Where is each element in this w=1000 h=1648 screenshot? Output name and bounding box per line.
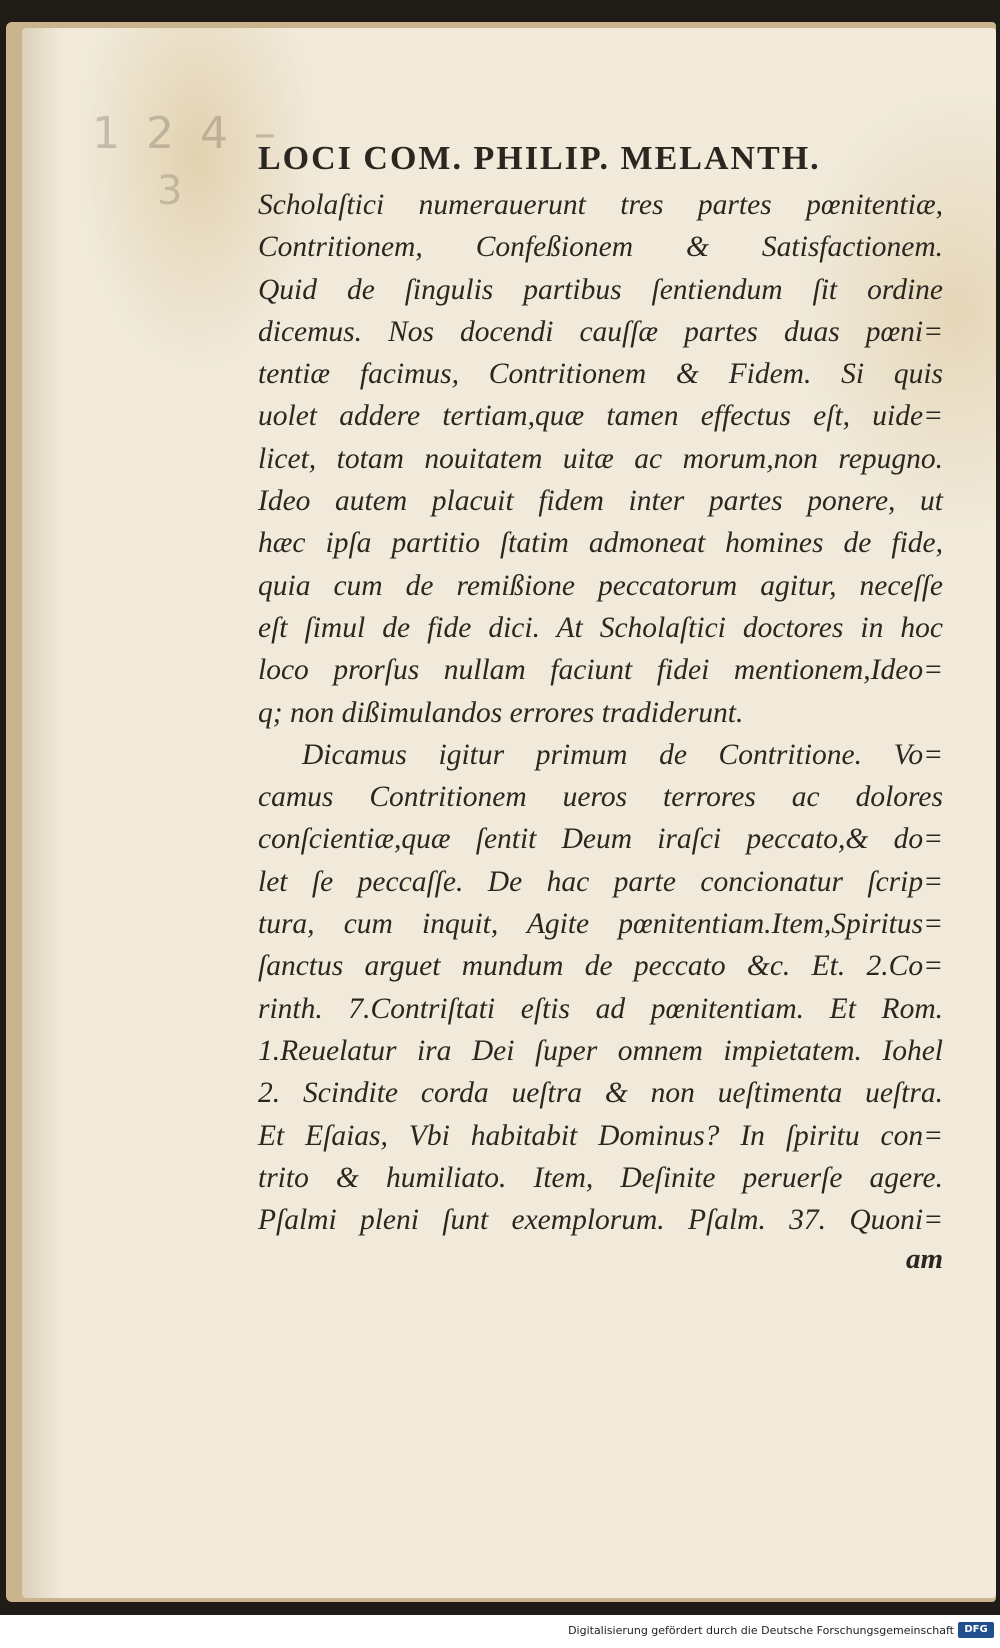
text-block [258, 140, 943, 1276]
text-line: Contritionem, Confeßionem & Satisfactionem. [258, 231, 943, 264]
text-line: tentiæ facimus, Contritionem & Fidem. Si quis [258, 358, 943, 391]
text-line: tura, cum inquit, Agite pœnitentiam.Item,Spiritus= [258, 908, 943, 941]
text-line: dicemus. Nos docendi cauſſæ partes duas pœni= [258, 315, 943, 348]
text-line: trito & humiliato. Item, Deſinite peruerſe agere. [258, 1161, 943, 1194]
text-line: Ideo autem placuit fidem inter partes ponere, ut [258, 485, 943, 518]
text-line: Quid de ſingulis partibus ſentiendum ſit ordine [258, 273, 943, 306]
paragraph-1 [258, 184, 943, 734]
text-line: Dicamus igitur primum de Contritione. Vo= [302, 738, 943, 771]
text-line: 2. Scindite corda ueſtra & non ueſtimenta ueſtra. [258, 1077, 943, 1110]
funding-notice: Digitalisierung gefördert durch die Deutsche Forschungsgemeinschaft [568, 1624, 954, 1637]
text-line: q; non dißimulandos errores tradiderunt. [258, 696, 744, 729]
text-line: camus Contritionem ueros terrores ac dolores [258, 781, 943, 814]
catchword: am [905, 1243, 943, 1276]
running-head: LOCI COM. PHILIP. MELANTH. [258, 140, 821, 177]
dfg-logo: DFG [958, 1622, 994, 1638]
text-line: loco prorſus nullam faciunt fidei mentionem,Ideo= [258, 654, 943, 687]
text-line: eſt ſimul de fide dici. At Scholaſtici doctores in hoc [258, 611, 943, 644]
text-line: uolet addere tertiam,quæ tamen effectus eſt, uide= [258, 400, 943, 433]
text-line: ſanctus arguet mundum de peccato &c. Et. 2.Co= [258, 950, 943, 983]
paragraph-2 [258, 734, 943, 1242]
text-line: Scholaſtici numerauerunt tres partes pœnitentiæ, [258, 189, 943, 221]
text-line: hæc ipſa partitio ſtatim admoneat homines de fide, [258, 527, 943, 560]
text-line: rinth. 7.Contriſtati eſtis ad pœnitentiam. Et Rom. [258, 992, 943, 1025]
footer-bar [0, 1615, 1000, 1648]
text-line: let ſe peccaſſe. De hac parte concionatur ſcrip= [258, 865, 943, 898]
text-line: 1.Reuelatur ira Dei ſuper omnem impietatem. Iohel [258, 1034, 943, 1067]
text-line: Et Eſaias, Vbi habitabit Dominus? In ſpiritu con= [258, 1119, 943, 1152]
pencil-mark-2: 3 [157, 168, 183, 214]
text-line: quia cum de remißione peccatorum agitur, neceſſe [258, 569, 943, 602]
text-line: conſcientiæ,quæ ſentit Deum iraſci peccato,& do= [258, 823, 943, 856]
text-line: Pſalmi pleni ſunt exemplorum. Pſalm. 37. Quoni= [258, 1204, 943, 1237]
pencil-mark: 1 2 4 – [92, 108, 282, 159]
text-line: licet, totam nouitatem uitæ ac morum,non repugno. [258, 442, 943, 475]
